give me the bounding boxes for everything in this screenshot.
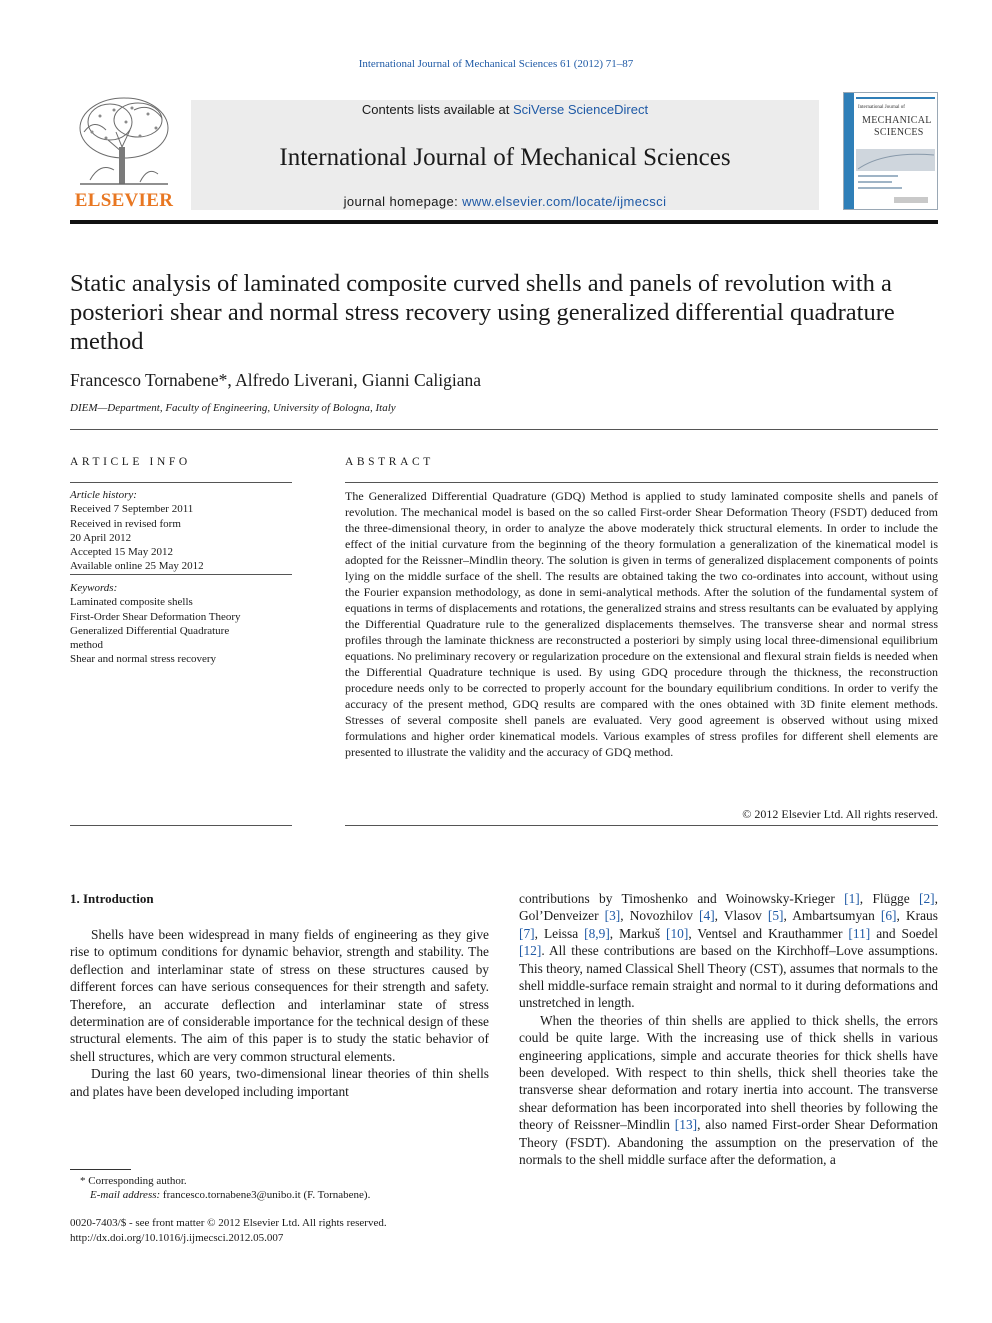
article-info-bottom-rule <box>70 825 292 826</box>
cover-title-small: International Journal of <box>858 105 905 110</box>
masthead-divider <box>70 220 938 224</box>
doi-link[interactable]: http://dx.doi.org/10.1016/j.ijmecsci.2012.05.007 <box>70 1232 284 1244</box>
reference-link[interactable]: [8,9] <box>584 925 610 941</box>
contents-line: Contents lists available at SciVerse ScienceDirect <box>361 102 649 117</box>
reference-link[interactable]: [3] <box>604 908 621 924</box>
reference-link[interactable]: [5] <box>767 908 784 924</box>
copyright-notice: © 2012 Elsevier Ltd. All rights reserved. <box>742 807 938 821</box>
journal-name: International Journal of Mechanical Sciences <box>279 144 731 171</box>
email-address[interactable]: francesco.tornabene3@unibo.it (F. Tornabene). <box>162 1189 371 1201</box>
history-rule <box>70 574 292 575</box>
keyword-item: First-Order Shear Deformation Theory <box>70 610 241 623</box>
author-affiliation: DIEM—Department, Faculty of Engineering, University of Bologna, Italy <box>70 402 396 414</box>
keyword-item: method <box>70 639 103 652</box>
corresponding-author-note: * Corresponding author. <box>80 1175 187 1187</box>
journal-banner <box>191 100 819 210</box>
abstract-text: The Generalized Differential Quadrature (GDQ) Method is applied to study laminated composite shells and panels of revolution. The mechanical model is based on the so called First-order Shear Deformation Theory (FSDT) deduced from the three-dimensional theory, in order to analyze the above moderately thick structural elements. In order to include the effect of the initial curvature from the beginning of the theory formulation a generalization of the kinematical model is adopted for the Reissner–Mindlin theory. The solution is given in terms of generalized displacement components of points lying on the middle surface of the shell. The results are obtained taking the two co-ordinates into account, without using the Fourier expansion methodology, as done in semi-analytical methods. After the solution of the fundamental system of equations in terms of displacements and rotations, the generalized strains and stress resultants can be evaluated by applying the Differential Quadrature rule to the generalized displacements themselves. The transverse shear and normal stress profiles through the laminate thickness are reconstructed a posteriori by simply using local three-dimensional equilibrium equations. No preliminary recovery or regularization procedure on the extensional and flexural strain fields is needed when the Differential Quadrature technique is used. By using GDQ procedure through the thickness, the reconstruction procedure needs only to be corrected to properly account for the boundary equilibrium conditions. In order to verify the accuracy of the present method, GDQ results are compared with the ones obtained with 3D finite element methods. Stresses of several composite shell panels are evaluated. Very good agreement is observed without using mixed formulations and higher order kinematical models. Various examples of stress profiles for different shell elements are presented to illustrate the validity and the accuracy of GDQ method. <box>345 489 938 759</box>
sciencedirect-link[interactable]: SciVerse ScienceDirect <box>512 102 649 117</box>
article-info-heading: ARTICLE INFO <box>70 456 191 468</box>
footnote-divider <box>70 1169 131 1170</box>
keywords-label: Keywords: <box>70 582 118 594</box>
journal-masthead <box>70 92 938 210</box>
elsevier-tree-logo <box>70 92 178 210</box>
journal-homepage: journal homepage: www.elsevier.com/locate/ijmecsci <box>343 194 667 209</box>
homepage-link[interactable]: www.elsevier.com/locate/ijmecsci <box>462 194 667 209</box>
body-paragraph: When the theories of thin shells are applied to thick shells, the errors could be quite large. With the increasing use of thick shells in various engineering applications, simple and accurate theories for thick shells have been developed. With respect to thin shells, thick shell theories take the transverse shear deformation and rotary inertia into account. The transverse shear deformation has been incorporated into shell theories by following the theory of Reissner–Mindlin [13], also named First-order Shear Deformation Theory (FSDT). Abandoning the assumption on the preservation of the normals to the shell middle surface after the deformation, a <box>519 1012 938 1168</box>
reference-link[interactable]: [13] <box>674 1117 698 1133</box>
keyword-item: Laminated composite shells <box>70 596 193 609</box>
tree-icon <box>70 92 178 188</box>
issn-line: 0020-7403/$ - see front matter © 2012 Elsevier Ltd. All rights reserved. <box>70 1217 387 1229</box>
citation-link[interactable]: International Journal of Mechanical Sciences 61 (2012) 71–87 <box>358 58 634 70</box>
abstract-rule <box>345 482 938 483</box>
history-item: Accepted 15 May 2012 <box>70 546 173 559</box>
reference-link[interactable]: [11] <box>848 925 871 941</box>
abstract-heading: ABSTRACT <box>345 456 434 468</box>
abstract-bottom-rule <box>345 825 938 826</box>
cover-title-mechanical: MECHANICAL <box>862 115 932 126</box>
reference-link[interactable]: [1] <box>844 891 860 906</box>
history-item: Received in revised form <box>70 517 181 530</box>
publisher-name: ELSEVIER <box>74 190 174 211</box>
reference-link[interactable]: [4] <box>699 908 715 924</box>
reference-link[interactable]: [10] <box>666 925 689 941</box>
title-divider <box>70 429 938 430</box>
reference-link[interactable]: [2] <box>919 891 935 906</box>
body-column-left <box>70 926 489 1100</box>
history-item: 20 April 2012 <box>70 531 132 544</box>
journal-citation[interactable] <box>0 58 992 70</box>
history-item: Available online 25 May 2012 <box>70 560 204 573</box>
article-title: Static analysis of laminated composite curved shells and panels of revolution with a posteriori shear and normal stress recovery using generalized differential quadrature method <box>70 270 895 355</box>
section-heading-introduction: 1. Introduction <box>70 891 154 906</box>
keywords-block <box>70 581 292 667</box>
article-history <box>70 488 292 574</box>
article-info-rule <box>70 482 292 483</box>
body-paragraph: Shells have been widespread in many fields of engineering as they give rise to optimum conditions for dynamic behavior, strength and stability. The deflection and interlaminar state of stress on these structures caused by different forces can have serious consequences for their strength and safety. Therefore, an accurate deflection and interlaminar state of stress determination are of considerable importance for the technical design of these structural elements. The aim of this paper is to study the static behavior of shell structures, which are very common structural elements. <box>70 927 489 1064</box>
body-paragraph: contributions by Timoshenko and Woinowsky-Krieger [1], Flügge [2], Gol’Denveizer [3], Novozhilov [4], Vlasov [5], Ambartsumyan [6], Kraus [7], Leissa [8,9], Markuš [10], Ventsel and Krauthammer [11] and Soedel [12]. All these contributions are based on the Kirchhoff–Love assumptions. This theory, named Classical Shell Theory (CST), assumes that normals to the shell middle-surface remain straight and normal to it during deformations and unstretched in length. <box>519 891 938 1011</box>
body-paragraph: During the last 60 years, two-dimensional linear theories of thin shells and plates have been developed including important <box>70 1066 489 1099</box>
keyword-item: Generalized Differential Quadrature <box>70 624 230 637</box>
reference-link[interactable]: [7] <box>519 925 535 941</box>
journal-cover-thumbnail[interactable] <box>843 92 938 210</box>
cover-title-sciences: SCIENCES <box>874 127 924 138</box>
email-note: E-mail address: francesco.tornabene3@unibo.it (F. Tornabene). <box>90 1189 371 1201</box>
article-history-label: Article history: <box>70 489 137 501</box>
keyword-item: Shear and normal stress recovery <box>70 653 217 666</box>
reference-link[interactable]: [12] <box>519 943 542 959</box>
history-item: Received 7 September 2011 <box>70 503 194 516</box>
reference-link[interactable]: [6] <box>880 908 897 924</box>
body-column-right <box>519 890 938 1169</box>
author-list: Francesco Tornabene*, Alfredo Liverani, Gianni Caligiana <box>70 370 482 390</box>
